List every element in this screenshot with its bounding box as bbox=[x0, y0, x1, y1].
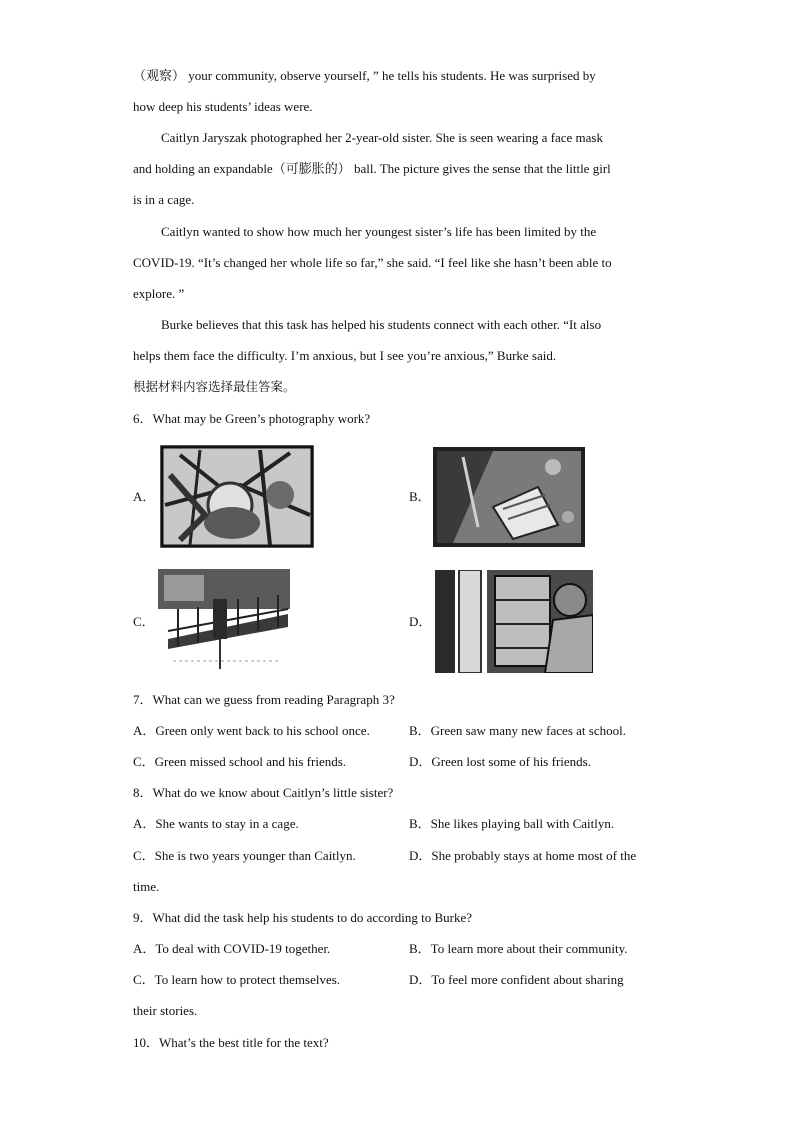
q7-option-b[interactable]: B．Green saw many new faces at school. bbox=[409, 723, 626, 738]
q7-option-c[interactable]: C．Green missed school and his friends. bbox=[133, 754, 347, 769]
q8-option-d-continued[interactable]: time. bbox=[133, 879, 160, 894]
passage-line: explore. ” bbox=[133, 286, 185, 301]
question-9-stem: 9．What did the task help his students to do according to Burke? bbox=[133, 910, 473, 925]
passage-line: Caitlyn wanted to show how much her youngest sister’s life has been limited by the bbox=[161, 224, 597, 239]
question-10-stem: 10．What’s the best title for the text? bbox=[133, 1035, 329, 1050]
option-c-photo[interactable] bbox=[158, 569, 290, 671]
question-6-stem: 6．What may be Green’s photography work? bbox=[133, 411, 371, 426]
passage-line: helps them face the difficulty. I’m anxious, but I see you’re anxious,” Burke said. bbox=[133, 348, 557, 363]
q8-option-a[interactable]: A．She wants to stay in a cage. bbox=[133, 816, 299, 831]
q9-option-d[interactable]: D．To feel more confident about sharing bbox=[409, 972, 624, 987]
option-a-label[interactable]: A． bbox=[133, 489, 156, 504]
question-7-stem: 7．What can we guess from reading Paragraph 3? bbox=[133, 692, 395, 707]
passage-line: how deep his students’ ideas were. bbox=[133, 99, 313, 114]
option-b-photo[interactable] bbox=[433, 447, 585, 547]
q8-option-c[interactable]: C．She is two years younger than Caitlyn. bbox=[133, 848, 356, 863]
option-c-label[interactable]: C． bbox=[133, 614, 155, 629]
q9-option-b[interactable]: B．To learn more about their community. bbox=[409, 941, 628, 956]
passage-line: and holding an expandable（可膨胀的） ball. The picture gives the sense that the little girl bbox=[133, 161, 611, 176]
q7-option-a[interactable]: A．Green only went back to his school once. bbox=[133, 723, 370, 738]
passage-line: Caitlyn Jaryszak photographed her 2-year-old sister. She is seen wearing a face mask bbox=[161, 130, 603, 145]
q9-option-a[interactable]: A．To deal with COVID-19 together. bbox=[133, 941, 331, 956]
q9-option-c[interactable]: C．To learn how to protect themselves. bbox=[133, 972, 341, 987]
option-a-photo[interactable] bbox=[160, 445, 314, 548]
passage-line: COVID-19. “It’s changed her whole life so far,” she said. “I feel like she hasn’t been able to bbox=[133, 255, 612, 270]
q8-option-b[interactable]: B．She likes playing ball with Caitlyn. bbox=[409, 816, 615, 831]
q8-option-d[interactable]: D．She probably stays at home most of the bbox=[409, 848, 637, 863]
q9-option-d-continued[interactable]: their stories. bbox=[133, 1003, 198, 1018]
passage-line: is in a cage. bbox=[133, 192, 195, 207]
question-8-stem: 8．What do we know about Caitlyn’s little sister? bbox=[133, 785, 394, 800]
q7-option-d[interactable]: D．Green lost some of his friends. bbox=[409, 754, 591, 769]
option-d-photo[interactable] bbox=[435, 570, 593, 673]
option-b-label[interactable]: B． bbox=[409, 489, 431, 504]
instruction: 根据材料内容选择最佳答案。 bbox=[133, 379, 296, 394]
option-d-label[interactable]: D． bbox=[409, 614, 432, 629]
passage-line: Burke believes that this task has helped his students connect with each other. “It also bbox=[161, 317, 602, 332]
passage-line: （观察） your community, observe yourself, ” he tells his students. He was surprised by bbox=[133, 68, 596, 83]
